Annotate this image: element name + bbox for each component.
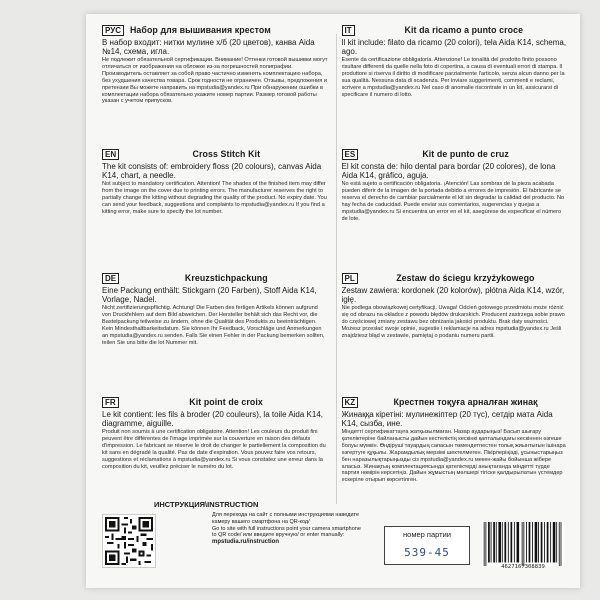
barcode-icon bbox=[482, 522, 564, 566]
fine-print: Nie podlega obowiązkowej certyfikacji. Uwaga! Odcień gotowego przedmiotu może różnić się od obrazu na okładce z powodu błędów drukarskich. Producent zastrzega sobie prawo do częściowej zmiany zestawu bez obniżania jakości produktu. Brak daty ważności. Możesz przesłać swoje opinie, sugestie i reklamacje na adres mpstudia@yandex.ru Jeśli znajdziesz błąd w zestawie, pamiętaj o podaniu numeru partii. bbox=[341, 305, 565, 339]
batch-number-label: номер партии bbox=[384, 526, 470, 544]
section-title: Kit point de croix bbox=[189, 397, 263, 407]
section-title: Крестпен тоқуға арналған жинақ bbox=[393, 397, 538, 407]
section-header bbox=[102, 396, 328, 408]
section-es bbox=[342, 148, 568, 266]
fine-print: No está sujeto a certificación obligatoria. ¡Atención! Las sombras de la pieza acabada pueden diferir de la imagen de la portada debido a errores de impresión. El fabricante se reserva el derecho de cambiar parcialmente el kit sin degradar la calidad del producto. No hay fecha de caducidad. Puede enviar sus comentarios, sugerencias y quejas a mpstudia@yandex.ru Si encuentra un error en el kit, asegúrese de especificar el número de lote. bbox=[341, 181, 565, 222]
section-title: Kreuzstichpackung bbox=[184, 273, 268, 283]
instruction-link[interactable]: mpstudia.ru/instruction bbox=[212, 539, 280, 546]
language-code: РУС bbox=[102, 25, 124, 36]
language-code: EN bbox=[102, 149, 119, 160]
batch-number-value: 539-45 bbox=[384, 542, 470, 565]
section-header bbox=[342, 24, 568, 36]
section-header bbox=[342, 148, 568, 160]
barcode-number: 4627167308839 bbox=[501, 564, 545, 570]
fine-print: Esente da certificazione obbligatoria. Attenzione! Le tonalità del prodotto finito possono risultare differenti da quelle nella foto di copertina, a causa di eventuali errori di stampa. Il produttore si riserva il diritto di modificare parzialmente l'articolo, senza alcun danno per la sua qualità. Nessuna data di scadenza. Per inviare suggerimenti, commenti e reclami, scrivere a mpstudia@yandex.ru Nel caso di anomalie riscontrate in un kit, assicurarsi di specificare il numero di lotto. bbox=[341, 57, 565, 98]
kit-contents: Zestaw zawiera: kordonek (20 kolorów), płótna Aida K14, wzór, igłę. bbox=[341, 286, 565, 304]
section-pl bbox=[342, 272, 568, 390]
fine-print: Produit non soumis à une certification obligatoire. Attention! Les couleurs du produit fini peuvent être différentes de l'image imprimée sur la couverture en raison des défauts d'impression. Le fabricant se réserve le droit de changer le partiellement la composition du kit sans en dégradé la qualité. Pas de date d'expiration. Vous pouvez faire vos retours, suggestions et réclamations à mpstudia@yandex.ru Si vous constatez une erreur dans la composition du kit, veuillez préciser le numéro du lot. bbox=[102, 429, 326, 470]
kit-contents: Le kit contient: les fils à broder (20 couleurs), la toile Aida K14, diagramme, aiguille. bbox=[102, 410, 324, 428]
section-en bbox=[102, 148, 328, 266]
section-header bbox=[102, 148, 328, 160]
section-header bbox=[342, 272, 568, 284]
qr-code-icon[interactable] bbox=[102, 514, 156, 568]
section-fr bbox=[102, 396, 328, 514]
section-ru bbox=[102, 24, 328, 142]
section-title: Kit da ricamo a punto croce bbox=[404, 25, 524, 35]
instruction-heading: ИНСТРУКЦИЯ\INSTRUCTION bbox=[154, 500, 259, 509]
kit-contents: Eine Packung enthält: Stickgarn (20 Farben), Stoff Aida K14, Vorlage, Nadel. bbox=[102, 286, 317, 304]
language-code: ES bbox=[342, 149, 359, 160]
section-header bbox=[102, 24, 328, 36]
kit-contents: The kit consists of: embroidery floss (20 colours), canvas Aida K14, chart, a needle. bbox=[102, 162, 322, 180]
language-code: KZ bbox=[342, 397, 359, 408]
fine-print: Не подлежит обязательной сертификации. Внимание! Оттенки готовой вышивки могут отличаться от изображения на обложке из-за погрешностей полиграфии. Производитель оставляет за собой право частично изменять комплектацию набора, без ухудшения качества товара. Срок годности не ограничен. Отзывы, предложения и претензии Вы можете направить на mpstudia@yandex.ru При обнаружении ошибки в комплектации набора обязательно укажите номер партии. Размер готовой работы указан с учетом припусков. bbox=[102, 57, 328, 105]
fine-print: Міндетті сертификаттауға жатқызылмаған. Назар аударыңыз! Басып шығару қателіктеріне байланысты дайын кестеліктің кескінкі қапталындағы кескіннен өзгеше болуы мүмкін. Өндіруші тауардың сапасын төмендетпестен толық жиынтығын ішінара өзгертуге құқылы. Жарамдылық мерзімі шектелмеген. Пікірлеріңізді, ұсыныстарыңыз бен наразылықтарыңызды сіз mpstudia@yandex.ru мекен-жайы бойынша жібере аласыз. Жинақтың комплектациясында қателіктерді анықтағанда міндетті түрде партия нөмірін көрсетіңіз. Дайын жұмыстың мөлшері тігіске қалдырылатын үстемдер ескеріле отырып көрсетілген. bbox=[341, 429, 566, 484]
kit-contents: Жинаққа кіретіні: мулинежіптер (20 түс), сетдір мата Aida K14, сызба, ине. bbox=[341, 410, 553, 428]
section-title: Kit de punto de cruz bbox=[422, 149, 509, 159]
language-code: PL bbox=[342, 273, 358, 284]
section-kz bbox=[342, 396, 568, 514]
language-code: IT bbox=[342, 25, 355, 36]
fine-print: Nicht zertifizierungspflichtig. Achtung! Die Farben des fertigen Artikels können aufgrund von Druckfehlern auf dem Bild abweichen. Der Hersteller behält sich das Recht vor, die Bastelpackung teilweise zu ändern, ohne die Qualität des Produkts zu beeinträchtigen. Kein Mindesthaltbarkeitsdatum. Sie können Ihr Feedback, Vorschläge und Anmerkungen an mpstudia@yandex.ru senden. Falls Sie einen Fehler in der Packung bemerken sollten, teilen Sie uns bitte die lot Nummer mit. bbox=[102, 305, 325, 346]
section-de bbox=[102, 272, 328, 390]
instruction-text-ru: Для перехода на сайт с полными инструкциями наведите камеру вашего смартфона на QR-код/ bbox=[212, 512, 360, 525]
language-code: FR bbox=[102, 397, 119, 408]
language-code: DE bbox=[102, 273, 119, 284]
kit-contents: Il kit include: filato da ricamo (20 colori), tela Aida K14, schema, ago. bbox=[341, 38, 567, 56]
instruction-text bbox=[212, 512, 362, 546]
section-header bbox=[102, 272, 328, 284]
kit-contents: В набор входит: нитки мулине х/б (20 цветов), канва Aida №14, схема, игла. bbox=[102, 38, 315, 56]
section-title: Zestaw do ściegu krzyżykowego bbox=[396, 273, 535, 283]
section-it bbox=[342, 24, 568, 142]
kit-contents: El kit consta de: hilo dental para bordar (20 colores), de lona Aida K14, gráfico, aguja. bbox=[341, 162, 556, 180]
footer-area bbox=[102, 500, 567, 580]
section-header bbox=[342, 396, 568, 408]
language-sections bbox=[102, 24, 567, 514]
instruction-text-en: Go to site with full instructions point your camera smartphone to QR code/ или введите вручную/ or enter manually: bbox=[212, 525, 361, 539]
instruction-sheet bbox=[86, 14, 580, 588]
fine-print: Not subject to mandatory certification. Attention! The shades of the finished item may differ from the image on the cover due to printing errors. The manufacturer reserves the right to partially change the kitting without degrading the quality of the product. No expiry date. You can send your feedback, suggestions and complaints to mpstudia@yandex.ru If you find a kitting error, make sure to specify the lot number. bbox=[102, 181, 327, 215]
section-title: Набор для вышивания крестом bbox=[129, 25, 271, 35]
section-title: Cross Stitch Kit bbox=[192, 149, 261, 159]
